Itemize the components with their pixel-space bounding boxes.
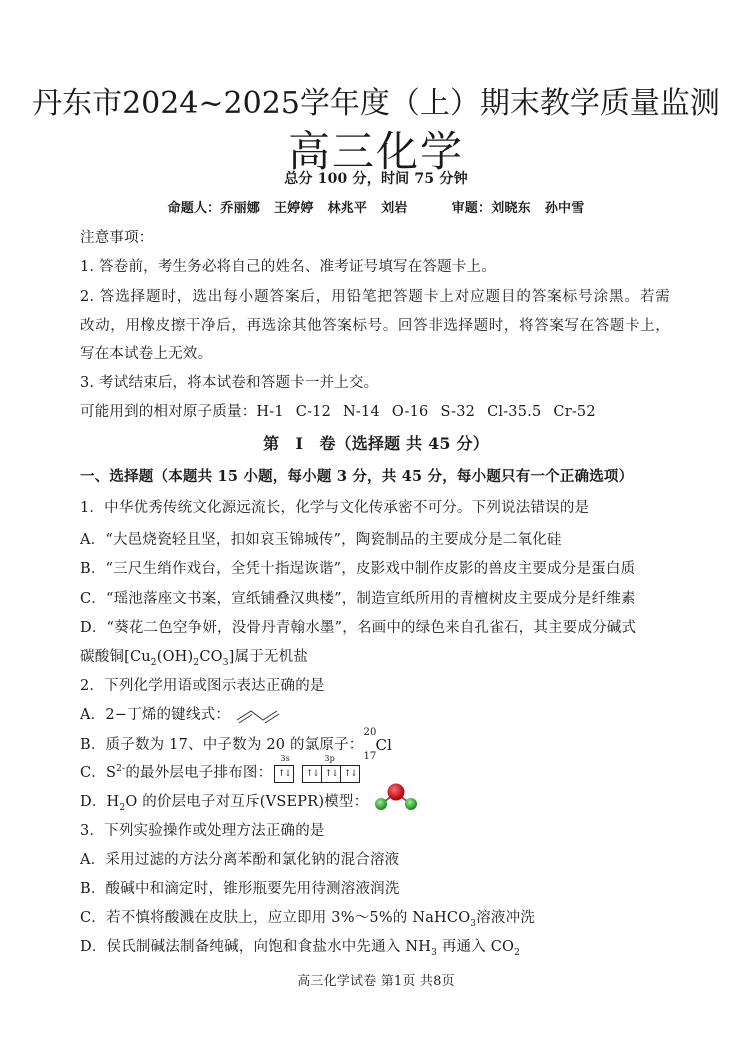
atomic-mass: H-1 [256, 404, 284, 420]
subscript: 3 [470, 918, 477, 929]
atomic-mass: O-16 [391, 404, 429, 420]
text: 的最外层电子排布图： [125, 765, 273, 781]
atomic-mass: Cl-35.5 [487, 404, 542, 420]
question-3-option-d [80, 937, 670, 957]
page-footer: 高三化学试卷 第1页 共8页 [297, 974, 455, 989]
atomic-mass: S-32 [440, 404, 476, 420]
question-1-option-d-cont [80, 647, 670, 667]
text: ]属于无机盐 [228, 649, 309, 665]
question-2-option-a [80, 705, 670, 725]
electron-pair-icon: ↑↓ [303, 766, 322, 782]
atomic-mass: N-14 [343, 404, 380, 420]
text: B．质子数为 17、中子数为 20 的氯原子： [80, 737, 364, 753]
question-3-stem: 3．下列实验操作或处理方法正确的是 [80, 823, 325, 839]
superscript: 2- [116, 764, 126, 775]
element-symbol: Cl [375, 736, 393, 754]
orbital-box-3p [302, 765, 360, 783]
orbital-diagram [274, 754, 366, 783]
author-name: 乔丽娜 [220, 201, 260, 216]
question-3-option-c [80, 908, 670, 928]
reviewer-name: 孙中雪 [544, 201, 585, 216]
question-1-stem: 1．中华优秀传统文化源远流长，化学与文化传承密不可分。下列说法错误的是 [80, 500, 590, 516]
question-2-stem: 2．下列化学用语或图示表达正确的是 [80, 678, 325, 694]
section-title: 第 Ⅰ 卷（选择题 共 45 分） [263, 434, 489, 453]
atomic-mass: Cr-52 [553, 404, 596, 420]
text: C．若不慎将酸溅在皮肤上，应立即用 3%～5%的 NaHCO [80, 910, 471, 926]
subscript: 3 [431, 947, 438, 958]
author-name: 刘岩 [381, 201, 408, 216]
chlorine-nuclide-symbol [363, 727, 393, 762]
reviewer-name: 刘晓东 [491, 201, 531, 216]
notice-heading: 注意事项： [80, 230, 154, 246]
atomic-masses [80, 402, 670, 422]
text: 再通入 CO [437, 939, 515, 955]
water-vsepr-model-icon [373, 782, 419, 812]
orbital-box-3s [274, 765, 294, 783]
authors-label: 命题人： [167, 201, 221, 216]
subscript: 2 [514, 947, 521, 958]
question-1-option-d: D．“葵花二色空争妍，没骨丹青翰水墨”，名画中的绿色来自孔雀石，其主要成分碱式 [80, 620, 637, 636]
subscript: 2 [193, 657, 200, 668]
question-3-option-b: B．酸碱中和滴定时，锥形瓶要先用待测溶液润洗 [80, 881, 400, 897]
text: D．侯氏制碱法制备纯碱，向饱和食盐水中先通入 NH [80, 939, 432, 955]
question-1-option-a: A．“大邑烧瓷轻且坚，扣如哀玉锦城传”，陶瓷制品的主要成分是二氧化硅 [80, 532, 562, 548]
notice-item: 2. 答选择题时，选出每小题答案后，用铅笔把答题卡上对应题目的答案标号涂黑。若需 [80, 289, 670, 305]
atomic-mass: C-12 [295, 404, 332, 420]
atomic-number: 17 [363, 751, 377, 762]
question-1-option-b: B．“三尺生绡作戏台，全凭十指逞诙谐”，皮影戏中制作皮影的兽皮主要成分是蛋白质 [80, 561, 636, 577]
orbital-label-3p: 3p [324, 754, 335, 763]
text: 溶液冲洗 [476, 910, 536, 926]
score-time-info: 总分 100 分，时间 75 分钟 [284, 171, 468, 187]
notice-item: 1. 答卷前，考生务必将自己的姓名、准考证号填写在答题卡上。 [80, 259, 496, 275]
subscript: 2 [150, 657, 157, 668]
authors-line [0, 199, 752, 219]
subscript: 3 [222, 657, 229, 668]
text: O 的价层电子对互斥(VSEPR)模型： [125, 794, 369, 810]
text: CO [199, 649, 223, 665]
subject-title: 高三化学 [287, 127, 464, 176]
text: A．2−丁烯的键线式： [80, 707, 231, 723]
text: C．S [80, 765, 117, 781]
question-1-option-c: C．“瑶池落座文书案，宣纸铺叠汉典楼”，制造宣纸所用的青檀树皮主要成分是纤维素 [80, 591, 636, 607]
orbital-label-3s: 3s [280, 754, 290, 763]
question-2-option-d [80, 792, 670, 812]
author-name: 林兆平 [327, 201, 368, 216]
electron-pair-icon: ↑↓ [277, 769, 291, 779]
electron-pair-icon: ↑↓ [343, 769, 357, 779]
text: 碳酸铜[Cu [80, 649, 151, 665]
reviewers-label: 审题： [451, 201, 492, 216]
notice-item: 3. 考试结束后，将本试卷和答题卡一并上交。 [80, 375, 379, 391]
2-butene-skeletal-formula-icon [235, 705, 287, 725]
text: D．H [80, 794, 120, 810]
mass-number: 20 [363, 727, 377, 738]
electron-pair-icon: ↑↓ [322, 766, 341, 782]
notice-item: 改动，用橡皮擦干净后，再选涂其他答案标号。回答非选择题时，将答案写在答题卡上， [80, 318, 670, 334]
exam-title: 丹东市2024~2025学年度（上）期末教学质量监测 [32, 86, 720, 121]
author-name: 王婷婷 [273, 201, 314, 216]
notice-item: 写在本试卷上无效。 [80, 346, 213, 362]
part-heading: 一、选择题（本题共 15 小题，每小题 3 分，共 45 分，每小题只有一个正确选项） [80, 468, 634, 485]
atomic-masses-label: 可能用到的相对原子质量： [80, 404, 257, 420]
text: (OH) [156, 649, 194, 665]
subscript: 2 [119, 802, 126, 813]
question-3-option-a: A．采用过滤的方法分离苯酚和氯化钠的混合溶液 [80, 852, 400, 868]
